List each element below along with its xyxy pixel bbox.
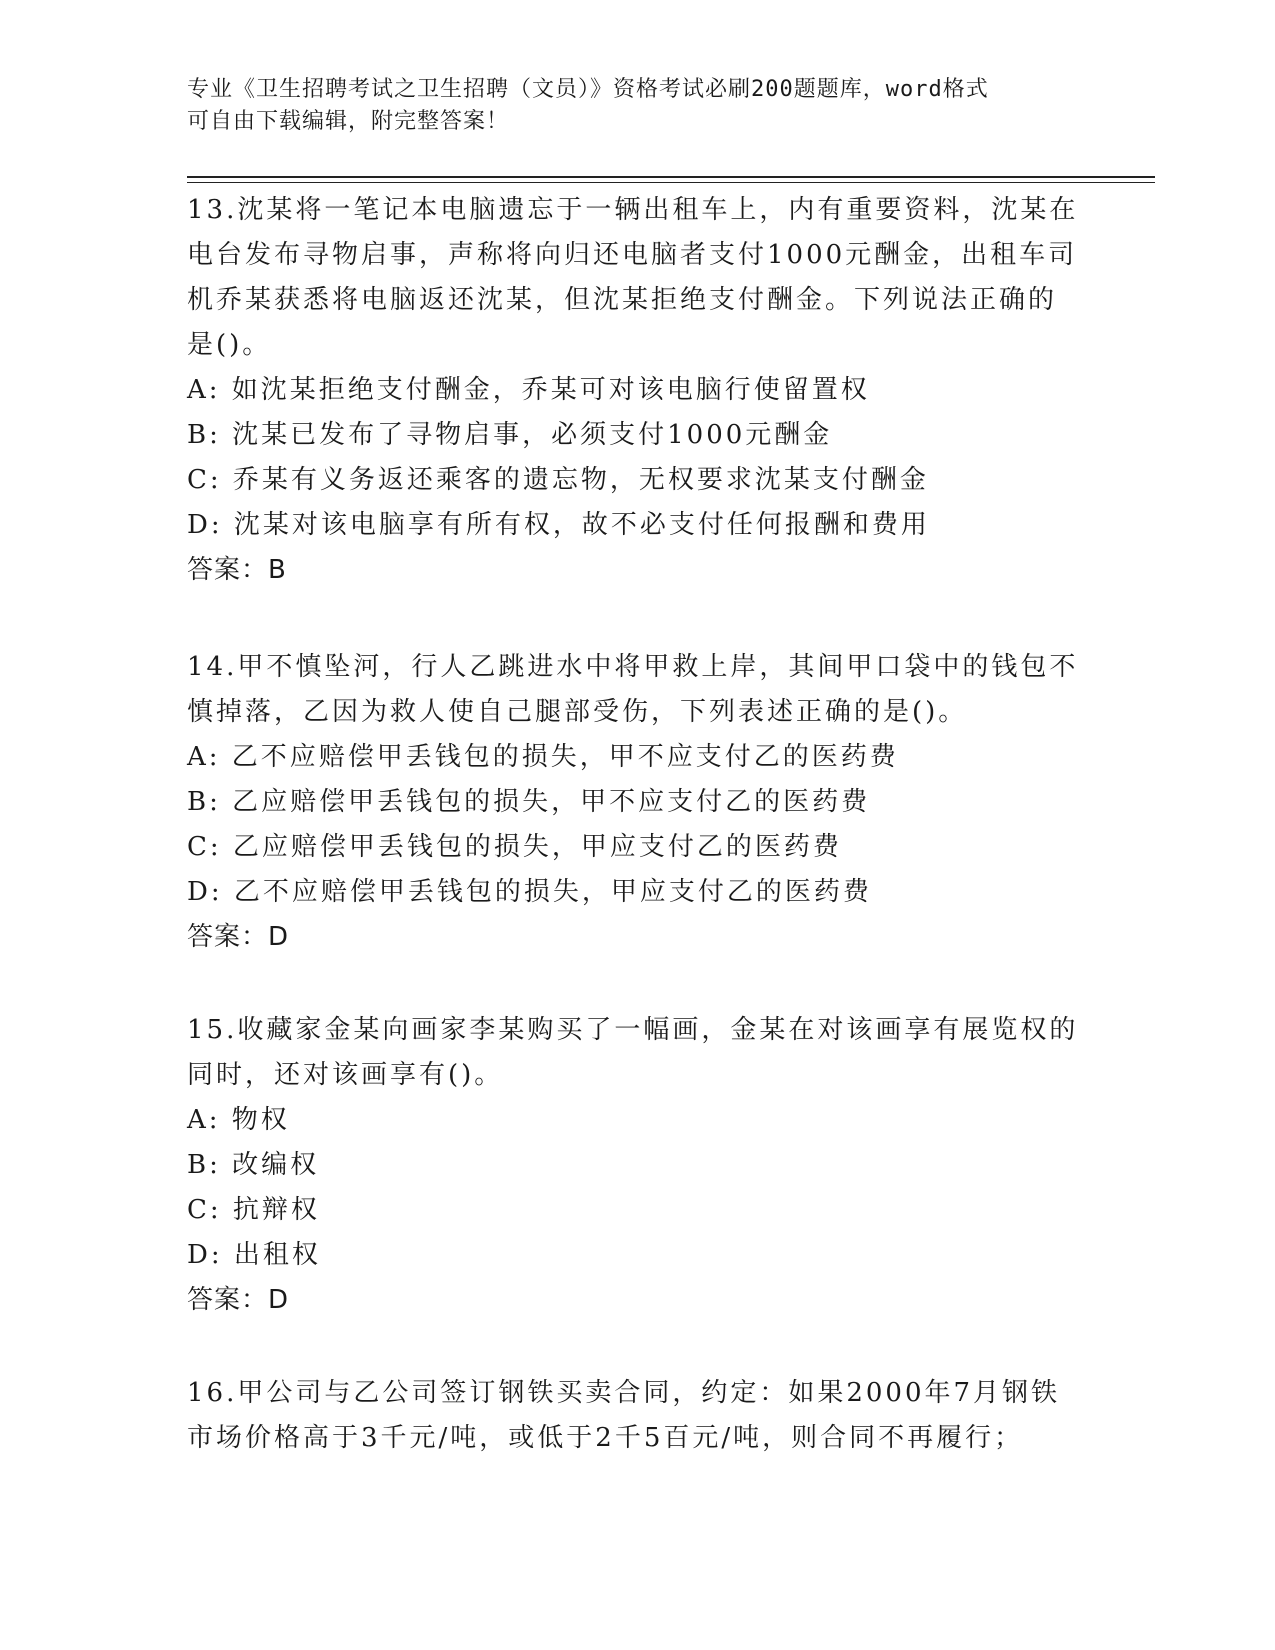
option-b: B: 乙应赔偿甲丢钱包的损失，甲不应支付乙的医药费 [187, 787, 871, 817]
option-c: C: 乙应赔偿甲丢钱包的损失，甲应支付乙的医药费 [187, 832, 842, 862]
option-c: C: 抗辩权 [187, 1195, 320, 1225]
option-b: B: 沈某已发布了寻物启事，必须支付1000元酬金 [187, 420, 833, 450]
question-text-line: 机乔某获悉将电脑返还沈某，但沈某拒绝支付酬金。下列说法正确的 [187, 285, 1058, 315]
document-header [187, 74, 1067, 138]
answer-line: 答案：D [187, 922, 290, 952]
answer-line: 答案：B [187, 555, 287, 585]
question-text-line: 电台发布寻物启事，声称将向归还电脑者支付1000元酬金，出租车司 [187, 240, 1078, 270]
answer-line: 答案：D [187, 1285, 290, 1315]
header-line-2: 可自由下载编辑，附完整答案！ [187, 109, 510, 134]
option-a: A: 物权 [187, 1105, 290, 1135]
header-divider-thick [187, 176, 1155, 178]
question-text-line: 14.甲不慎坠河，行人乙跳进水中将甲救上岸，其间甲口袋中的钱包不 [187, 652, 1079, 682]
option-d: D: 沈某对该电脑享有所有权，故不必支付任何报酬和费用 [187, 510, 930, 540]
option-d: D: 出租权 [187, 1240, 321, 1270]
header-divider-thin [187, 182, 1155, 183]
question-text-line: 市场价格高于3千元/吨，或低于2千5百元/吨，则合同不再履行； [187, 1423, 1024, 1453]
question-text-line: 是()。 [187, 330, 272, 360]
option-c: C: 乔某有义务返还乘客的遗忘物，无权要求沈某支付酬金 [187, 465, 929, 495]
question-text-line: 同时，还对该画享有()。 [187, 1060, 504, 1090]
question-14 [187, 645, 1087, 960]
question-text-line: 15.收藏家金某向画家李某购买了一幅画，金某在对该画享有展览权的 [187, 1015, 1079, 1045]
question-16 [187, 1371, 1087, 1461]
option-a: A: 乙不应赔偿甲丢钱包的损失，甲不应支付乙的医药费 [187, 742, 899, 772]
option-d: D: 乙不应赔偿甲丢钱包的损失，甲应支付乙的医药费 [187, 877, 872, 907]
option-a: A: 如沈某拒绝支付酬金，乔某可对该电脑行使留置权 [187, 375, 870, 405]
question-15 [187, 1008, 1087, 1323]
question-text-line: 慎掉落，乙因为救人使自己腿部受伤，下列表述正确的是()。 [187, 697, 968, 727]
header-line-1: 专业《卫生招聘考试之卫生招聘（文员）》资格考试必刷200题题库，word格式 [187, 77, 989, 102]
question-13 [187, 188, 1087, 593]
question-text-line: 16.甲公司与乙公司签订钢铁买卖合同，约定：如果2000年7月钢铁 [187, 1378, 1061, 1408]
option-b: B: 改编权 [187, 1150, 320, 1180]
question-text-line: 13.沈某将一笔记本电脑遗忘于一辆出租车上，内有重要资料，沈某在 [187, 195, 1079, 225]
